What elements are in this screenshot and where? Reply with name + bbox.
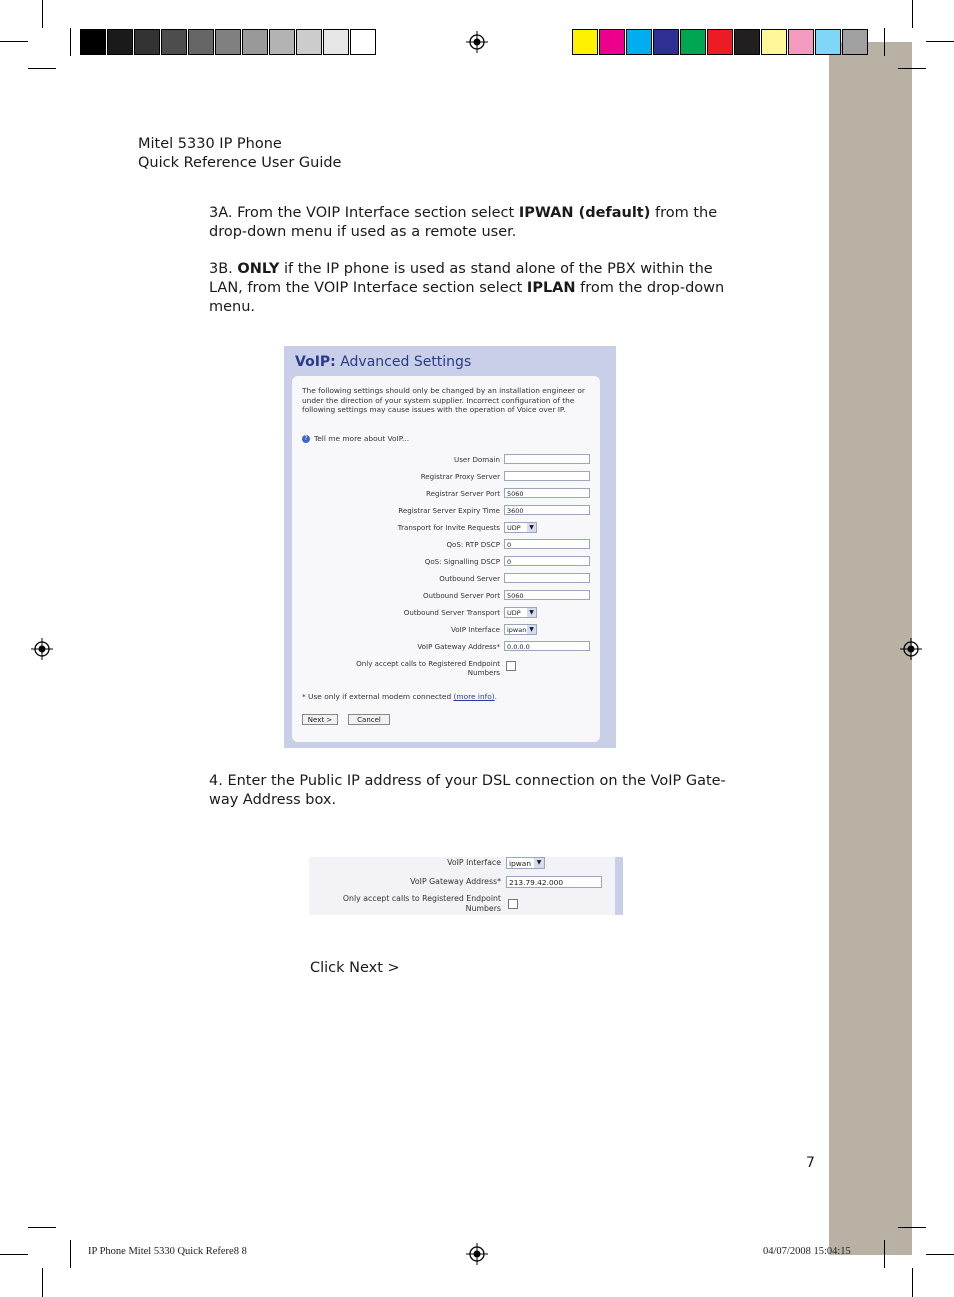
voip-advanced-settings-screenshot: [284, 346, 616, 748]
accept-calls-checkbox[interactable]: [508, 899, 518, 909]
screenshot-edge: [615, 857, 623, 915]
step-3b-text: 3B.: [209, 261, 238, 277]
voip-settings-panel: [292, 376, 600, 742]
crop-mark: [898, 1227, 926, 1228]
header-guide-title: Quick Reference User Guide: [138, 154, 342, 171]
voip-interface-select[interactable]: [506, 857, 545, 869]
help-link-text[interactable]: Tell me more about VoIP...: [314, 434, 410, 443]
tell-me-more-link[interactable]: [302, 434, 409, 443]
note-text: * Use only if external modem connected: [302, 692, 454, 701]
chevron-down-icon: ▼: [527, 625, 536, 634]
setting-input[interactable]: 3600: [504, 505, 590, 515]
color-swatch: [626, 29, 652, 55]
color-swatch: [296, 29, 322, 55]
color-swatch: [215, 29, 241, 55]
setting-label: Transport for Invite Requests: [397, 523, 500, 532]
setting-label: QoS: Signalling DSCP: [424, 557, 500, 566]
step-3b-emphasis-only: ONLY: [237, 261, 280, 277]
setting-input[interactable]: [504, 573, 590, 583]
step-3b-paragraph: [209, 260, 734, 317]
crop-mark: [0, 1254, 28, 1255]
color-swatch: [734, 29, 760, 55]
voip-title-prefix: VoIP:: [295, 354, 336, 370]
slug-timestamp: 04/07/2008 15:04:15: [763, 1246, 851, 1257]
color-swatch: [707, 29, 733, 55]
setting-label: Only accept calls to Registered Endpoint Numbers: [356, 659, 500, 677]
step-3b-emphasis-iplan: IPLAN: [526, 280, 576, 296]
setting-input[interactable]: 0: [504, 556, 590, 566]
setting-select[interactable]: [504, 624, 537, 635]
crop-mark: [42, 0, 43, 28]
setting-label: Registrar Proxy Server: [420, 472, 500, 481]
registered-endpoint-checkbox[interactable]: [506, 661, 516, 671]
setting-select[interactable]: [504, 607, 537, 618]
color-swatch: [815, 29, 841, 55]
crop-mark: [884, 1240, 885, 1268]
page-number: 7: [806, 1155, 815, 1171]
gateway-address-input[interactable]: 213.79.42.000: [506, 876, 602, 888]
setting-input[interactable]: [504, 454, 590, 464]
crop-mark: [0, 41, 28, 42]
color-swatch: [599, 29, 625, 55]
crop-mark: [926, 1254, 954, 1255]
step-3a-text: 3A. From the VOIP Interface section select: [209, 205, 519, 221]
setting-select-value: UDP: [507, 524, 521, 532]
registration-mark-icon: [466, 31, 488, 53]
crop-mark: [898, 68, 926, 69]
setting-select-value: ipwan: [507, 626, 527, 634]
color-swatch: [242, 29, 268, 55]
setting-input[interactable]: 0.0.0.0: [504, 641, 590, 651]
crop-mark: [70, 28, 71, 56]
step-3b-text-end: from the drop-down menu.: [209, 280, 725, 315]
help-icon: ?: [302, 435, 310, 443]
setting-input[interactable]: [504, 471, 590, 481]
step-3b-text-mid: if the IP phone is used as stand alone of the PBX within the LAN, from the VOIP Interface section select: [209, 261, 713, 296]
setting-input[interactable]: 5060: [504, 590, 590, 600]
slug-filename: IP Phone Mitel 5330 Quick Refere8 8: [88, 1246, 247, 1257]
setting-label: VoIP Gateway Address*: [417, 642, 500, 651]
voip-interface-value: ipwan: [509, 859, 532, 868]
voip-title-rest: Advanced Settings: [335, 354, 472, 370]
color-swatch: [350, 29, 376, 55]
setting-label: Registrar Server Expiry Time: [398, 506, 500, 515]
step-3a-emphasis: IPWAN (default): [518, 205, 651, 221]
color-swatch: [107, 29, 133, 55]
chevron-down-icon: ▼: [534, 858, 544, 868]
setting-input[interactable]: 0: [504, 539, 590, 549]
note-end: .: [494, 692, 497, 701]
more-info-link[interactable]: (more info): [453, 692, 495, 701]
gateway-address-screenshot: [309, 857, 623, 915]
crop-mark: [28, 68, 56, 69]
color-swatch: [161, 29, 187, 55]
crop-mark: [926, 41, 954, 42]
crop-mark: [912, 1268, 913, 1297]
accept-calls-label-2: Numbers: [465, 904, 501, 913]
step-4-paragraph: 4. Enter the Public IP address of your DSL connection on the VoIP Gate-way Address box.: [209, 773, 726, 808]
click-next-instruction: Click Next >: [310, 960, 400, 976]
color-swatch: [653, 29, 679, 55]
crop-mark: [912, 0, 913, 28]
setting-label: Registrar Server Port: [426, 489, 500, 498]
color-swatch: [842, 29, 868, 55]
step-3a-paragraph: [209, 204, 734, 242]
color-swatch: [572, 29, 598, 55]
color-swatch: [323, 29, 349, 55]
voip-intro-text: The following settings should only be changed by an installation engineer or under the direction of your system supplier. Incorrect configuration of the following settings may cause issues with the operation of Voice over IP.: [302, 386, 585, 415]
setting-select[interactable]: [504, 522, 537, 533]
crop-mark: [884, 28, 885, 56]
step-3a-text-end: from the drop-down menu if used as a remote user.: [209, 205, 718, 240]
header-product: Mitel 5330 IP Phone: [138, 136, 282, 152]
gateway-address-label: VoIP Gateway Address*: [410, 877, 501, 886]
registration-mark-icon: [466, 1243, 488, 1265]
setting-label: QoS: RTP DSCP: [446, 540, 500, 549]
external-modem-note: [302, 692, 497, 701]
setting-label: User Domain: [454, 455, 500, 464]
crop-mark: [28, 1227, 56, 1228]
setting-select-value: UDP: [507, 609, 521, 617]
chevron-down-icon: ▼: [527, 523, 536, 532]
next-button[interactable]: Next >: [302, 714, 338, 725]
setting-label: Outbound Server: [439, 574, 500, 583]
crop-mark: [42, 1268, 43, 1297]
color-swatch: [788, 29, 814, 55]
voip-settings-title: [295, 354, 471, 370]
voip-interface-label: VoIP Interface: [447, 858, 501, 867]
running-header: [138, 135, 341, 172]
color-swatch: [80, 29, 106, 55]
setting-input[interactable]: 5060: [504, 488, 590, 498]
chevron-down-icon: ▼: [527, 608, 536, 617]
color-swatch: [269, 29, 295, 55]
cancel-button[interactable]: Cancel: [348, 714, 390, 725]
setting-label: Outbound Server Transport: [403, 608, 500, 617]
setting-label: VoIP Interface: [450, 625, 500, 634]
color-swatch: [188, 29, 214, 55]
accept-calls-label: Only accept calls to Registered Endpoint: [342, 894, 501, 903]
crop-mark: [70, 1240, 71, 1268]
color-swatch: [680, 29, 706, 55]
color-swatch: [761, 29, 787, 55]
setting-label: Outbound Server Port: [422, 591, 500, 600]
color-swatch: [134, 29, 160, 55]
registration-mark-icon: [900, 638, 922, 660]
registration-mark-icon: [31, 638, 53, 660]
